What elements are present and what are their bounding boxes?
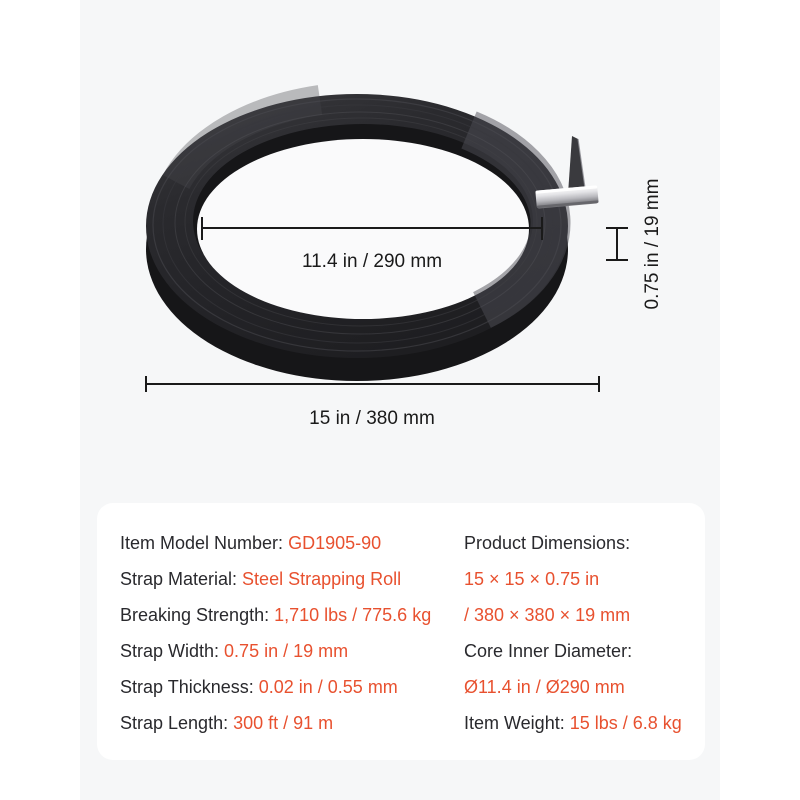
spec-value: 0.75 in / 19 mm <box>224 641 349 661</box>
spec-row-product-dimensions <box>464 525 705 561</box>
spec-label: Strap Material: <box>120 569 243 589</box>
spec-panel <box>97 503 705 760</box>
spec-value: 300 ft / 91 m <box>233 713 334 733</box>
spec-value: GD1905-90 <box>288 533 382 553</box>
spec-column-left <box>120 525 464 741</box>
spec-row-core-inner-diameter <box>464 633 705 669</box>
spec-value: Ø11.4 in / Ø290 mm <box>464 677 625 697</box>
spec-label: Strap Length: <box>120 713 234 733</box>
spec-row-strap-material <box>120 561 464 597</box>
spec-value: 0.02 in / 0.55 mm <box>258 677 398 697</box>
spec-value: 15 × 15 × 0.75 in <box>464 569 600 589</box>
gray-stage <box>80 0 720 800</box>
strap-width-dimension <box>606 228 628 260</box>
spec-label: Strap Thickness: <box>120 677 259 697</box>
strapping-roll-illustration <box>146 94 599 381</box>
spec-row-item-model-number <box>120 525 464 561</box>
spec-label: Breaking Strength: <box>120 605 275 625</box>
spec-label: Core Inner Diameter: <box>464 641 633 661</box>
spec-row-strap-thickness <box>120 669 464 705</box>
strap-width-label: 0.75 in / 19 mm <box>642 178 663 310</box>
spec-value: 15 lbs / 6.8 kg <box>569 713 682 733</box>
spec-row-strap-length <box>120 705 464 741</box>
spec-label: Item Weight: <box>464 713 570 733</box>
inner-diameter-label: 11.4 in / 290 mm <box>301 251 443 272</box>
spec-row-breaking-strength <box>120 597 464 633</box>
outer-diameter-label: 15 in / 380 mm <box>309 408 435 429</box>
spec-row-item-weight <box>464 705 705 741</box>
spec-label: Item Model Number: <box>120 533 289 553</box>
spec-value: Steel Strapping Roll <box>242 569 402 589</box>
spec-column-right <box>464 525 705 741</box>
spec-value: 1,710 lbs / 775.6 kg <box>274 605 432 625</box>
spec-row-core-diameter-value <box>464 669 705 705</box>
roll-diagram <box>80 0 720 480</box>
spec-row-dimensions-inches <box>464 561 705 597</box>
spec-value: / 380 × 380 × 19 mm <box>464 605 631 625</box>
spec-label: Product Dimensions: <box>464 533 631 553</box>
spec-row-strap-width <box>120 633 464 669</box>
spec-label: Strap Width: <box>120 641 225 661</box>
spec-row-dimensions-mm <box>464 597 705 633</box>
